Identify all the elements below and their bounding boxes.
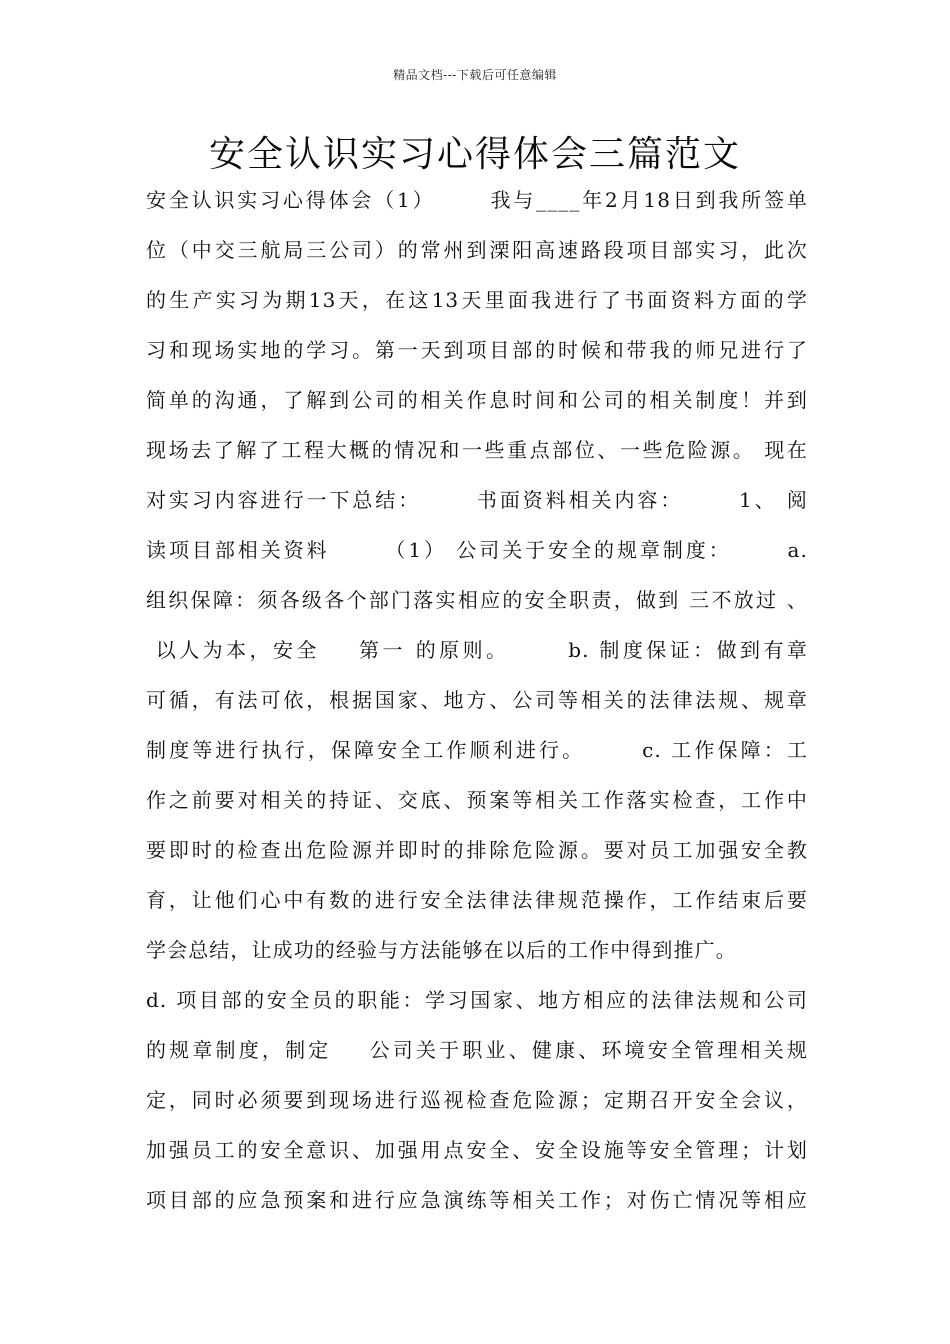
body-line: 制度等进行执行，保障安全工作顺利进行。 c. 工作保障：工 bbox=[146, 738, 808, 762]
body-line: d. 项目部的安全员的职能：学习国家、地方相应的法律法规和公司 bbox=[146, 988, 808, 1012]
body-line: 要即时的检查出危险源并即时的排除危险源。要对员工加强安全教 bbox=[146, 838, 808, 862]
page-header: 精品文档---下载后可任意编辑 bbox=[393, 68, 557, 82]
body-line: 简单的沟通，了解到公司的相关作息时间和公司的相关制度！并到 bbox=[146, 388, 808, 412]
body-line: 习和现场实地的学习。第一天到项目部的时候和带我的师兄进行了 bbox=[146, 338, 808, 362]
body-line: 定，同时必须要到现场进行巡视检查危险源；定期召开安全会议， bbox=[146, 1088, 808, 1112]
document-body bbox=[146, 180, 808, 1230]
body-line: 项目部的应急预案和进行应急演练等相关工作；对伤亡情况等相应 bbox=[146, 1188, 808, 1212]
body-line: 对实习内容进行一下总结： 书面资料相关内容： 1、 阅 bbox=[146, 488, 808, 512]
body-line: 育，让他们心中有数的进行安全法律法律规范操作，工作结束后要 bbox=[146, 888, 808, 912]
body-line: 现场去了解了工程大概的情况和一些重点部位、一些危险源。 现在 bbox=[146, 438, 808, 462]
body-line: 安全认识实习心得体会（1） 我与____年2月18日到我所签单 bbox=[146, 188, 808, 212]
body-line: 组织保障：须各级各个部门落实相应的安全职责，做到 三不放过 、 bbox=[146, 588, 808, 612]
body-line: 的生产实习为期13天，在这13天里面我进行了书面资料方面的学 bbox=[146, 288, 808, 312]
document-title: 安全认识实习心得体会三篇范文 bbox=[208, 134, 741, 175]
body-line: 加强员工的安全意识、加强用点安全、安全设施等安全管理；计划 bbox=[146, 1138, 808, 1162]
body-line: 可循，有法可依，根据国家、地方、公司等相关的法律法规、规章 bbox=[146, 688, 808, 712]
body-line: 学会总结，让成功的经验与方法能够在以后的工作中得到推广。 bbox=[146, 938, 737, 962]
body-line: 的规章制度，制定 公司关于职业、健康、环境安全管理相关规 bbox=[146, 1038, 808, 1062]
body-line: 位（中交三航局三公司）的常州到溧阳高速路段项目部实习，此次 bbox=[146, 238, 808, 262]
body-line: 以人为本，安全 第一 的原则。 b. 制度保证：做到有章 bbox=[146, 638, 808, 662]
body-line: 作之前要对相关的持证、交底、预案等相关工作落实检查，工作中 bbox=[146, 788, 808, 812]
body-line: 读项目部相关资料 （1） 公司关于安全的规章制度： a. bbox=[146, 538, 808, 562]
